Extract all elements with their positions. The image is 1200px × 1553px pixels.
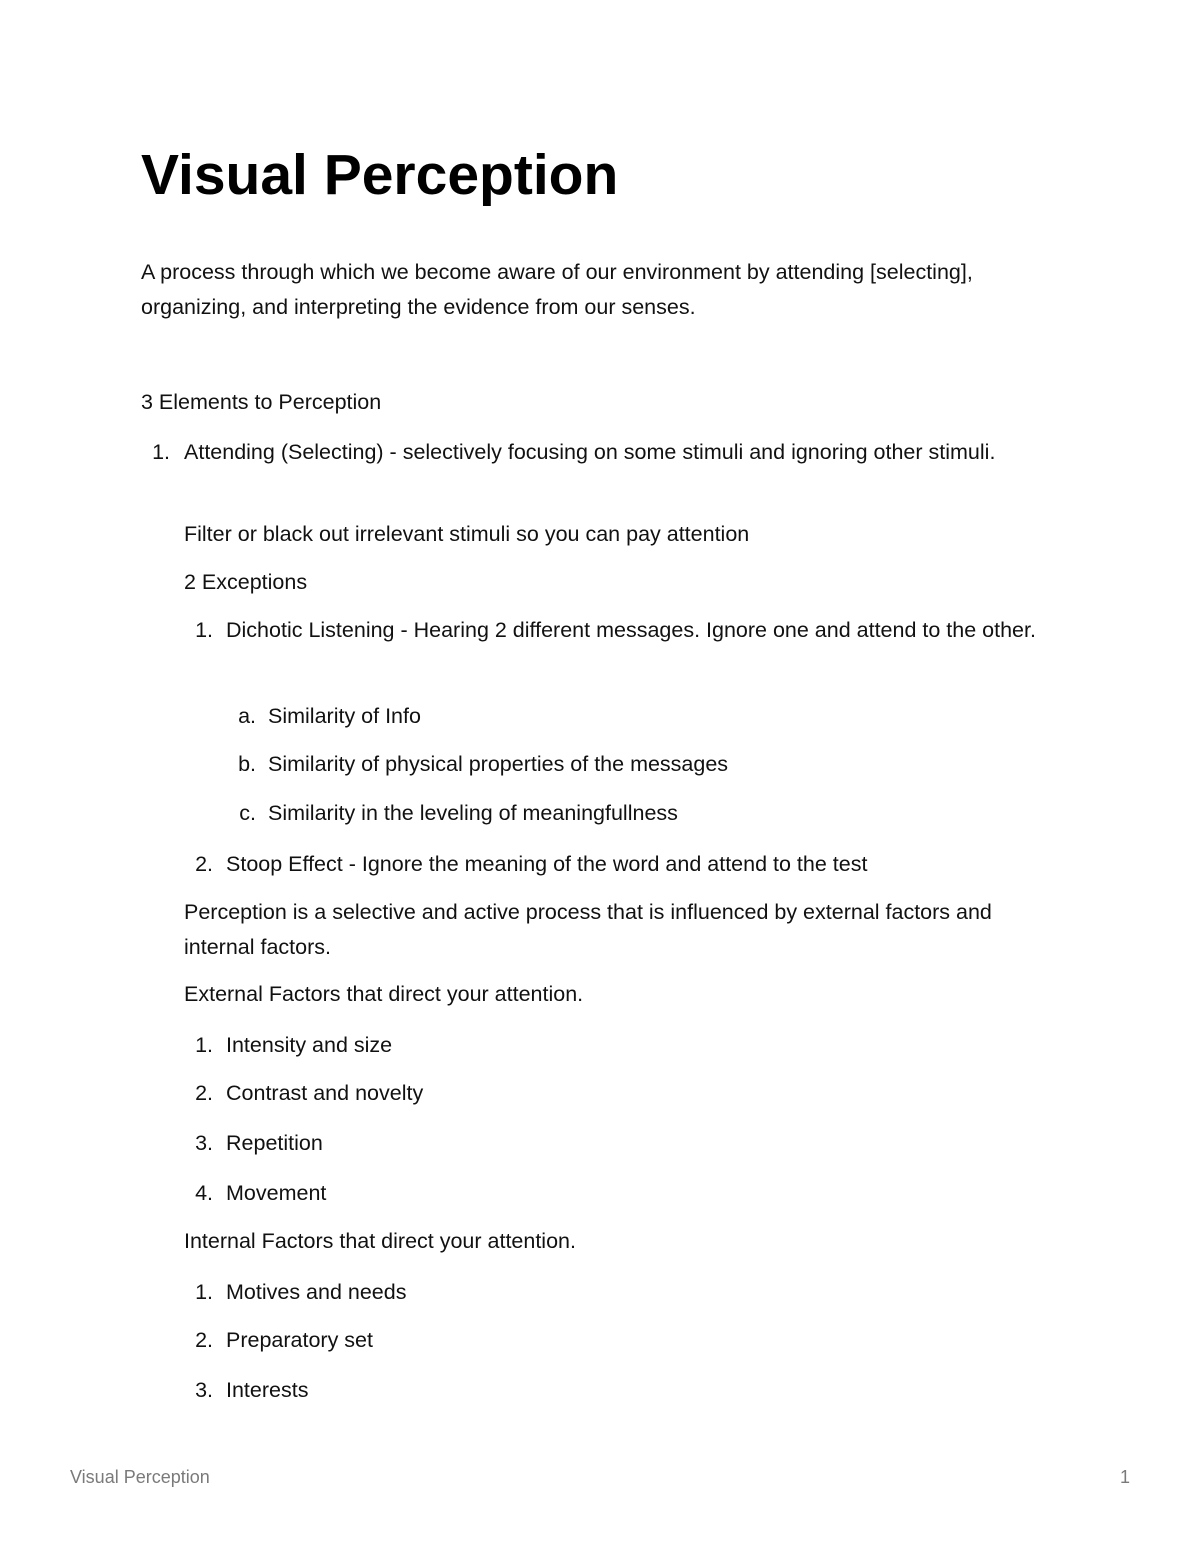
exceptions-heading: 2 Exceptions [184,570,308,594]
list-item: Intensity and size [226,1033,393,1057]
list-letter: a. [238,704,256,728]
list-item-dichotic: Dichotic Listening - Hearing 2 different messages. Ignore one and attend to the other. [226,618,1036,642]
list-item: Interests [226,1378,309,1402]
elements-heading: 3 Elements to Perception [141,390,382,414]
page-title: Visual Perception [141,143,619,207]
list-item: Similarity of physical properties of the messages [268,752,729,776]
list-letter: c. [239,801,256,825]
list-number: 2. [195,852,213,876]
list-letter: b. [238,752,256,776]
list-number: 1. [195,1280,213,1304]
list-number: 1. [195,618,213,642]
list-item: Repetition [226,1131,323,1155]
list-item-attending: Attending (Selecting) - selectively focusing on some stimuli and ignoring other stimuli. [184,440,996,464]
list-number: 3. [195,1131,213,1155]
list-number: 2. [195,1081,213,1105]
list-number: 1. [195,1033,213,1057]
list-number: 4. [195,1181,213,1205]
page-number: 1 [1120,1467,1131,1487]
internal-heading: Internal Factors that direct your attention. [184,1229,576,1253]
list-item: Movement [226,1181,327,1205]
list-number: 2. [195,1328,213,1352]
list-item: Similarity of Info [268,704,421,728]
filter-paragraph: Filter or black out irrelevant stimuli so you can pay attention [184,522,750,546]
intro-paragraph: A process through which we become aware of our environment by attending [selecting], organizing, and interpreting the evidence from our senses. [141,260,973,319]
list-item-stroop: Stoop Effect - Ignore the meaning of the word and attend to the test [226,852,868,876]
list-number: 1. [152,440,170,464]
external-heading: External Factors that direct your attention. [184,982,584,1006]
footer-title: Visual Perception [70,1467,210,1487]
list-number: 3. [195,1378,213,1402]
list-item: Preparatory set [226,1328,373,1352]
list-item: Similarity in the leveling of meaningfullness [268,801,678,825]
perception-note: Perception is a selective and active process that is influenced by external factors and internal factors. [184,900,992,959]
list-item: Motives and needs [226,1280,407,1304]
list-item: Contrast and novelty [226,1081,424,1105]
